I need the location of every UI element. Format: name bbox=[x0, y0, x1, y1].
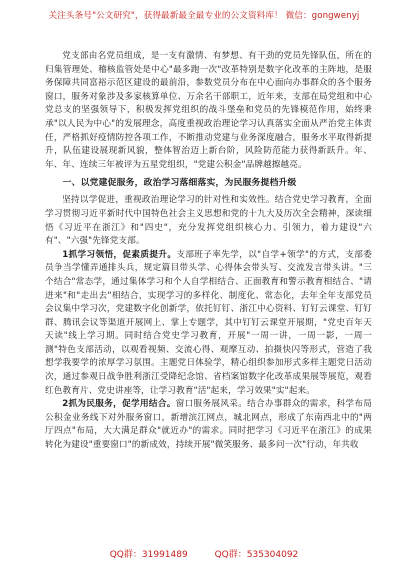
study-detail-paragraph bbox=[45, 249, 372, 399]
intro-paragraph: 党支部由名党员组成，是一支有激情、有梦想、有干劲的党员先锋队伍，所在的归集管理处、稽核监管处是中心"最多跑一次"改革特别是数字化改革的主阵地，是服务保障共同富裕示范区建设的最前沿，参数党员分布在中心面向办事群众的各个服务窗口，服务对象涉及多家核算单位、万余名干部职工，近年来，支部在局党组和中心党总支的坚强领导下，积极发挥党组织的战斗堡垒和党员的先锋模范作用，始终秉承"以人民为中心"的发展理念，高度重视政治理论学习认真落实全面从严治党主体责任，严格抓好疫情防控各项工作，不断推动党建与业务深度融合，服务水平取得新提升，队伍建设展现新风貌，整体智治迈上新台阶，风险防范能力获得新跃升。年、年、年、连续三年被评为五星党组织，"党建公积金"品牌越擦越亮。 bbox=[45, 51, 372, 170]
qq-group-2: QQ群：535304092 bbox=[214, 550, 299, 560]
page-footer bbox=[0, 547, 408, 567]
service-paragraph bbox=[45, 398, 372, 452]
service-text: 窗口服务展风采。结合办事群众的需求，科学布局公积金业务线下对外服务窗口，新增滨江网点，城北网点，形成了东南西北中的"两厅四点"布局，大大满足群众"就近办"的需求。同时把学习《习近平在浙江》的成果转化为建设"重要窗口"的新成效，持续开展"微笑服务、最多问一次"行动，年共收 bbox=[45, 399, 372, 451]
service-keyword: 2抓为民服务，促学用结合。 bbox=[62, 399, 176, 410]
document-body bbox=[45, 50, 372, 453]
study-paragraph: 坚持以学促进，重视政治理论学习的针对性和实效性。结合党史学习教育，全面学习贯彻习近平新时代中国特色社会主义思想和党的十九大及历次全会精神，深读细悟《习近平在浙江》和"四史"，充分发挥党组织核心力、引领力，着力建设"六有"、"六强"先锋党支部。 bbox=[45, 195, 372, 247]
page-header bbox=[0, 0, 408, 30]
qq-group-1: QQ群：31991489 bbox=[109, 550, 188, 560]
header-notice: 关注头条号"公文研究"，获得最新最全最专业的公文资料库！ 微信：gongwenyj bbox=[48, 11, 360, 21]
section-heading: 一、以党建促服务，政治学习落细落实，为民服务提档升级 bbox=[62, 178, 297, 189]
study-keyword: 1抓学习领悟，促素质提升。 bbox=[62, 249, 177, 260]
study-detail-text: 支部班子率先学，以"自学+领学"的方式，支部委员争当学懂弄通排头兵，规定篇目带头学、心得体会带头写、交流发言带头讲。"三个结合"常态学，通过集体学习和个人自学相结合、正面教育和警示教育相结合、"请进来"和"走出去"相结合，实现学习的多样化、制度化、常态化，去年全年支部党员会议集中学习次，党建数字化创新学，依托钉钉、浙江中心资料、钉钉云课堂、钉钉群、腾讯会议等渠道开展网上、掌上专题学，其中钉钉云课堂开展期，"党史百年天天读"线上学习期。同时结合党史学习教育，开展"一周一讲，一周一影，一周一测"特色支部活动，以观看视频、交流心得、观摩互动、拍摄快闪等形式，营造了我想学我要学的浓厚学习氛围。主题党日体验学，精心组织参加形式多样主题党日活动次，通过参观日战争胜利浙江受降纪念馆、省档案馆数字化改革成果展等展览，观看红色教育片、党史讲座等，让学习教育"活"起来，学习效果"实"起来。 bbox=[45, 249, 373, 396]
